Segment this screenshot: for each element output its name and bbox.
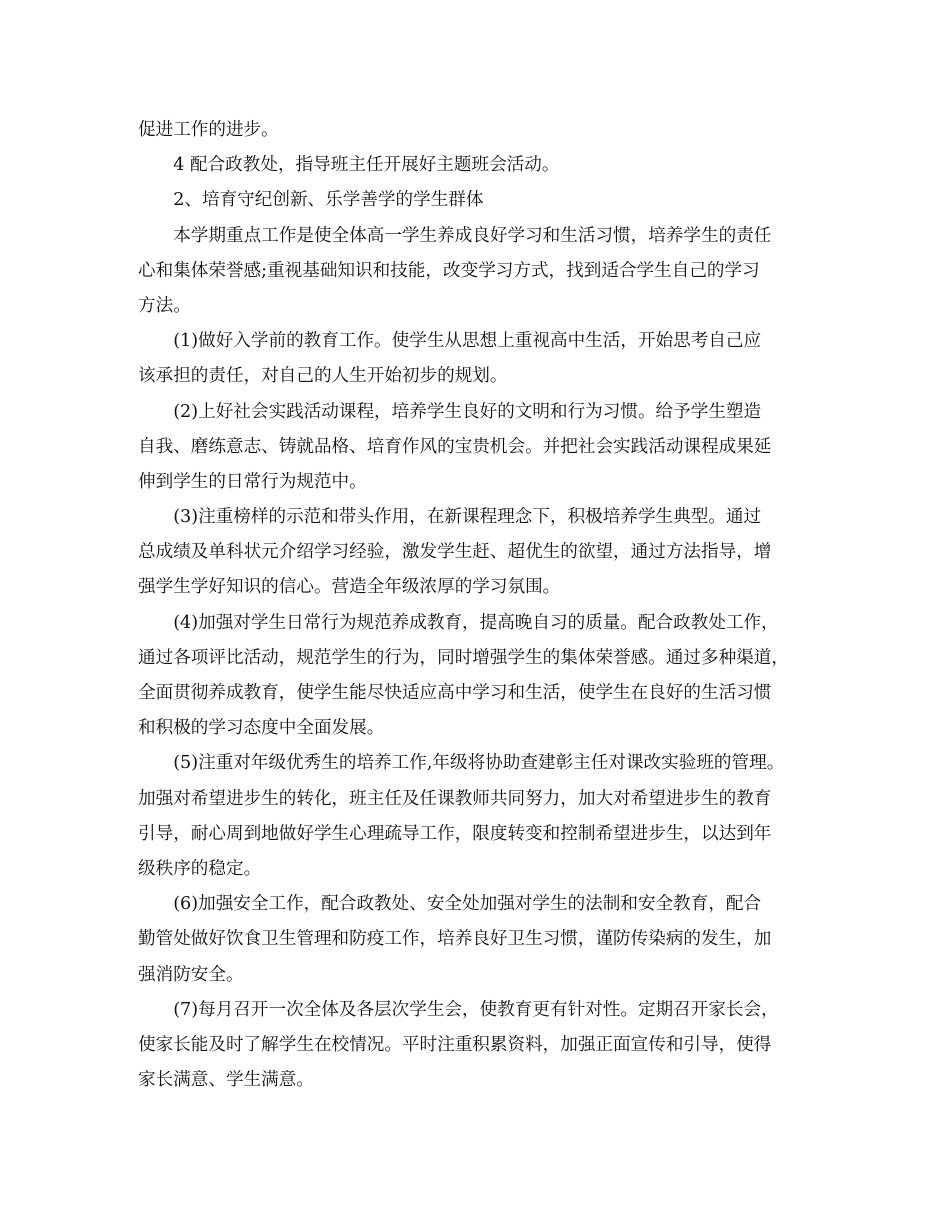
text-line: (4)加强对学生日常行为规范养成教育，提高晚自习的质量。配合政教处工作， (138, 612, 779, 633)
text-line: 总成绩及单科状元介绍学习经验，激发学生赶、超优生的欲望，通过方法指导，增 (138, 542, 772, 563)
text-line: (1)做好入学前的教育工作。使学生从思想上重视高中生活，开始思考自己应 (138, 331, 762, 352)
text-line: (7)每月召开一次全体及各层次学生会，使教育更有针对性。定期召开家长会， (138, 999, 779, 1020)
text-line: 使家长能及时了解学生在校情况。平时注重积累资料，加强正面宣传和引导，使得 (138, 1034, 772, 1055)
text-line: (5)注重对年级优秀生的培养工作,年级将协助查建彰主任对课改实验班的管理。 (138, 753, 785, 774)
text-line: 级秩序的稳定。 (138, 858, 262, 879)
section-heading: 2、培育守纪创新、乐学善学的学生群体 (138, 190, 484, 211)
text-line: (2)上好社会实践活动课程，培养学生良好的文明和行为习惯。给予学生塑造 (138, 401, 762, 422)
document-body (138, 113, 822, 1098)
text-line: 全面贯彻养成教育，使学生能尽快适应高中学习和生活，使学生在良好的生活习惯 (138, 683, 772, 703)
text-line: 自我、磨练意志、铸就品格、培育作风的宝贵机会。并把社会实践活动课程成果延 (138, 436, 772, 457)
text-line: 本学期重点工作是使全体高一学生养成良好学习和生活习惯，培养学生的责任 (138, 225, 772, 246)
text-line: 该承担的责任，对自己的人生开始初步的规划。 (138, 366, 508, 387)
text-line: 方法。 (138, 295, 191, 316)
text-line: 伸到学生的日常行为规范中。 (138, 471, 367, 492)
text-line: 通过各项评比活动，规范学生的行为，同时增强学生的集体荣誉感。通过多种渠道， (138, 647, 789, 668)
text-line: (3)注重榜样的示范和带头作用，在新课程理念下，积极培养学生典型。通过 (138, 507, 762, 528)
text-line: 心和集体荣誉感;重视基础知识和技能，改变学习方式，找到适合学生自己的学习 (138, 260, 760, 281)
text-line: 引导，耐心周到地做好学生心理疏导工作，限度转变和控制希望进步生，以达到年 (138, 823, 772, 844)
text-line: 和积极的学习态度中全面发展。 (138, 718, 385, 739)
text-line: 勤管处做好饮食卫生管理和防疫工作，培养良好卫生习惯，谨防传染病的发生，加 (138, 929, 772, 950)
text-line: 促进工作的进步。 (138, 120, 279, 140)
text-line: 4 配合政教处，指导班主任开展好主题班会活动。 (138, 155, 560, 176)
text-line: (6)加强安全工作，配合政教处、安全处加强对学生的法制和安全教育，配合 (138, 894, 762, 915)
text-line: 强学生学好知识的信心。营造全年级浓厚的学习氛围。 (138, 577, 561, 598)
text-line: 强消防安全。 (138, 964, 244, 985)
text-line: 加强对希望进步生的转化，班主任及任课教师共同努力，加大对希望进步生的教育 (138, 788, 772, 809)
text-line: 家长满意、学生满意。 (138, 1070, 314, 1091)
